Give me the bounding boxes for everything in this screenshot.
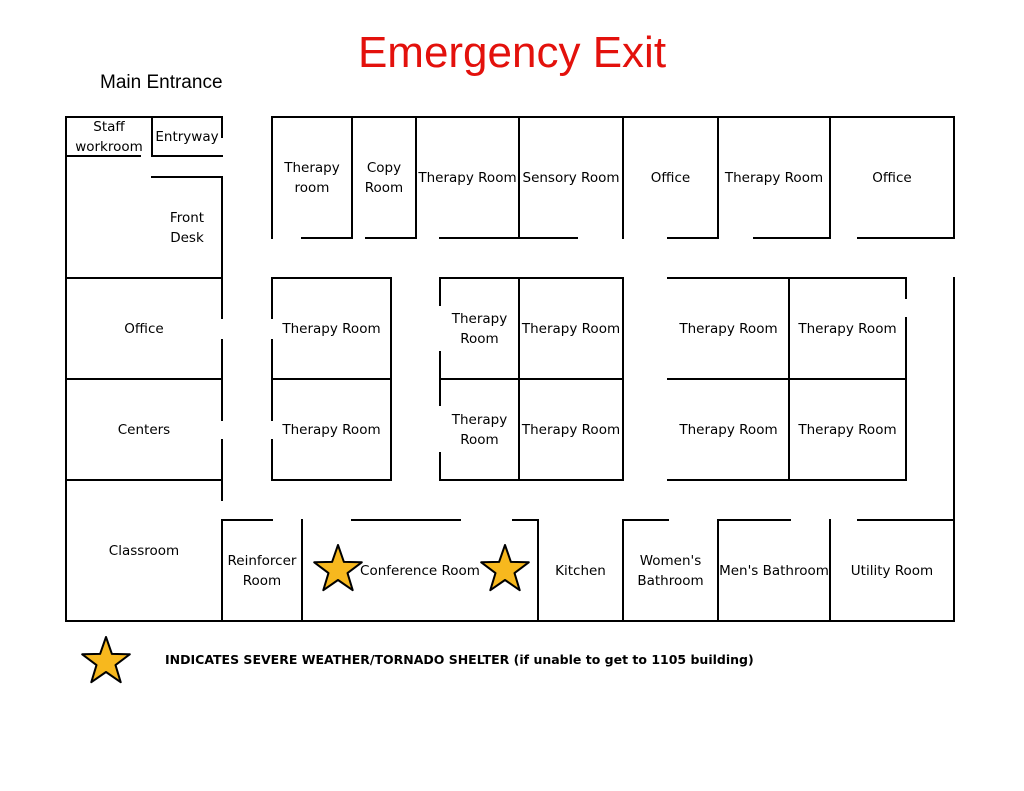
room-therapy-mid-b1: Therapy Room [451,310,508,347]
room-sensory: Sensory Room [522,169,620,186]
room-office-top-2: Office [872,169,912,186]
room-classroom: Classroom [108,542,180,559]
room-therapy-mid-c2: Therapy Room [798,320,897,337]
room-therapy-mid-b4: Therapy Room [521,421,621,438]
star-icon [82,637,130,682]
room-therapy-top-2: Therapy Room [418,169,517,186]
room-therapy-top-1: Therapy room [284,159,340,196]
room-therapy-mid-c4: Therapy Room [798,421,897,438]
room-therapy-mid-c3: Therapy Room [679,421,778,438]
main-entrance-label: Main Entrance [100,72,223,93]
room-therapy-mid-c1: Therapy Room [679,320,778,337]
room-womens-bathroom: Women's Bathroom [637,552,704,589]
room-therapy-top-3: Therapy Room [724,169,824,186]
room-centers: Centers [117,421,171,438]
room-conference: Conference Room [360,562,480,579]
room-reinforcer: Reinforcer Room [227,552,297,589]
room-front-desk: Front Desk [169,209,205,246]
room-mens-bathroom: Men's Bathroom [719,562,829,579]
room-therapy-mid-a2: Therapy Room [282,421,381,438]
room-office-left: Office [124,320,164,337]
room-copy: Copy Room [364,159,404,196]
room-staff-workroom: Staff workroom [75,118,143,155]
room-therapy-mid-a1: Therapy Room [282,320,381,337]
room-therapy-mid-b2: Therapy Room [521,320,621,337]
room-kitchen: Kitchen [555,562,606,579]
room-office-top-1: Office [650,169,691,186]
room-therapy-mid-b3: Therapy Room [451,411,508,448]
page-title: Emergency Exit [357,28,667,77]
room-entryway: Entryway [155,128,219,145]
legend-text: INDICATES SEVERE WEATHER/TORNADO SHELTER (if unable to get to 1105 building) [165,652,754,667]
room-utility: Utility Room [850,562,934,579]
